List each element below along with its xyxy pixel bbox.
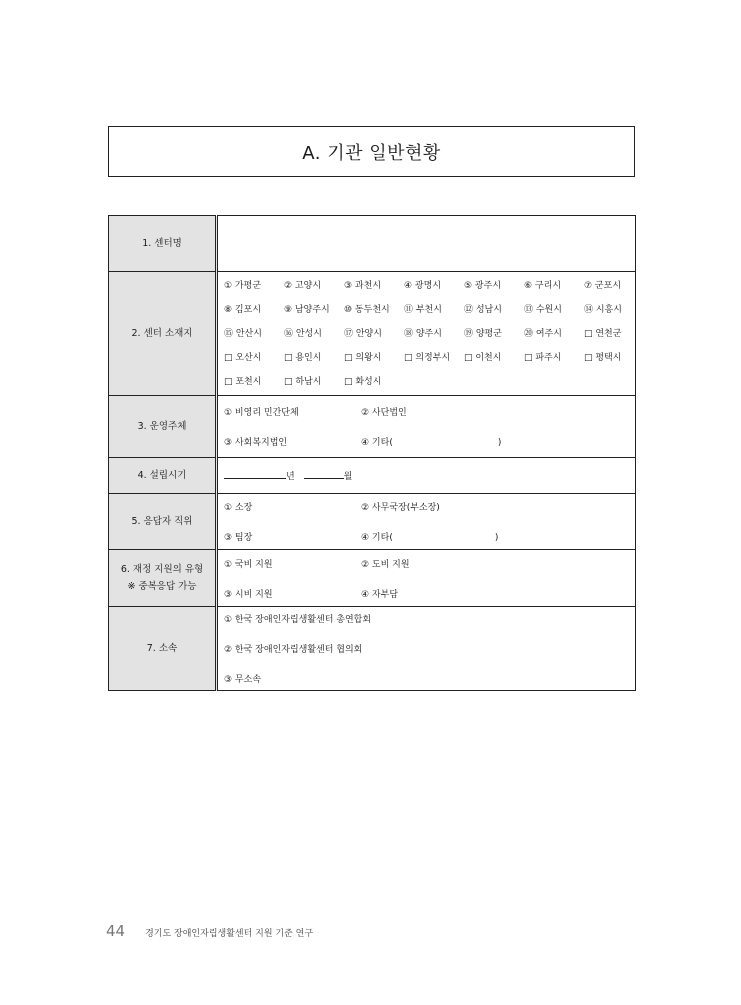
label-established: 4. 설립시기 bbox=[109, 458, 217, 494]
option-national-funding[interactable]: ① 국비 지원 bbox=[224, 559, 273, 570]
row-location bbox=[109, 272, 636, 396]
year-suffix: 년 bbox=[286, 472, 295, 482]
option-incorporated-association[interactable]: ② 사단법인 bbox=[361, 408, 407, 418]
label-respondent-position: 5. 응답자 직위 bbox=[109, 494, 217, 550]
option-social-welfare-corp[interactable]: ③ 사회복지법인 bbox=[224, 438, 288, 448]
location-option[interactable]: ⑰ 안양시 bbox=[344, 328, 382, 339]
location-option[interactable]: ⑩ 동두천시 bbox=[344, 304, 390, 315]
label-location: 2. 센터 소재지 bbox=[109, 272, 217, 396]
location-option[interactable]: ⑥ 구리시 bbox=[524, 280, 562, 291]
location-option[interactable]: ⑮ 안산시 bbox=[224, 328, 262, 339]
operator-options bbox=[217, 396, 636, 458]
location-option[interactable]: □ 평택시 bbox=[584, 352, 622, 363]
other-label: ④ 기타( bbox=[361, 533, 393, 543]
survey-form-table bbox=[108, 215, 636, 691]
option-provincial-funding[interactable]: ② 도비 지원 bbox=[361, 559, 410, 570]
location-option[interactable]: □ 포천시 bbox=[224, 376, 262, 387]
row-operator bbox=[109, 396, 636, 458]
option-federation[interactable]: ① 한국 장애인자립생활센터 총연합회 bbox=[224, 615, 372, 625]
label-funding-type bbox=[109, 550, 217, 607]
option-unaffiliated[interactable]: ③ 무소속 bbox=[224, 675, 262, 685]
location-option[interactable]: □ 의정부시 bbox=[404, 352, 451, 363]
established-field bbox=[217, 458, 636, 494]
location-option[interactable]: ⑨ 남양주시 bbox=[284, 304, 330, 315]
funding-label-note: ※ 중복응답 가능 bbox=[127, 581, 197, 592]
position-options bbox=[217, 494, 636, 550]
document-title: 경기도 장애인자립생활센터 지원 기준 연구 bbox=[145, 929, 314, 939]
option-self-funding[interactable]: ④ 자부담 bbox=[361, 589, 399, 600]
other-label: ④ 기타( bbox=[361, 438, 393, 448]
center-name-field[interactable] bbox=[217, 216, 636, 272]
row-established bbox=[109, 458, 636, 494]
label-center-name: 1. 센터명 bbox=[109, 216, 217, 272]
location-option[interactable]: □ 하남시 bbox=[284, 376, 322, 387]
location-option-grid bbox=[224, 274, 635, 394]
option-director[interactable]: ① 소장 bbox=[224, 503, 253, 513]
location-option[interactable]: □ 화성시 bbox=[344, 376, 382, 387]
row-funding-type bbox=[109, 550, 636, 607]
location-option[interactable]: ⑦ 군포시 bbox=[584, 280, 622, 291]
location-option[interactable]: ⑯ 안성시 bbox=[284, 328, 322, 339]
month-blank[interactable] bbox=[304, 470, 344, 479]
page-footer bbox=[106, 922, 313, 940]
location-option[interactable]: □ 파주시 bbox=[524, 352, 562, 363]
location-option[interactable]: ⑬ 수원시 bbox=[524, 304, 562, 315]
option-secretary-general[interactable]: ② 사무국장(부소장) bbox=[361, 503, 440, 513]
option-team-leader[interactable]: ③ 팀장 bbox=[224, 533, 253, 543]
location-options bbox=[217, 272, 636, 396]
affiliation-options bbox=[217, 607, 636, 691]
location-option[interactable]: ⑱ 양주시 bbox=[404, 328, 442, 339]
option-operator-other[interactable] bbox=[361, 435, 635, 448]
location-option[interactable]: ⑭ 시흥시 bbox=[584, 304, 622, 315]
section-title: A. 기관 일반현황 bbox=[108, 126, 635, 177]
location-option[interactable]: ⑳ 여주시 bbox=[524, 328, 562, 339]
page-number: 44 bbox=[106, 922, 126, 940]
location-option[interactable]: ⑲ 양평군 bbox=[464, 328, 502, 339]
row-respondent-position bbox=[109, 494, 636, 550]
other-close-paren: ) bbox=[497, 438, 502, 448]
location-option[interactable]: ④ 광명시 bbox=[404, 280, 442, 291]
label-affiliation: 7. 소속 bbox=[109, 607, 217, 691]
option-position-other[interactable] bbox=[361, 530, 635, 543]
year-blank[interactable] bbox=[224, 470, 286, 479]
funding-label-main: 6. 재정 지원의 유형 bbox=[120, 564, 204, 575]
location-option[interactable]: □ 오산시 bbox=[224, 352, 262, 363]
location-option[interactable]: □ 이천시 bbox=[464, 352, 502, 363]
option-council[interactable]: ② 한국 장애인자립생활센터 협의회 bbox=[224, 645, 363, 655]
option-city-funding[interactable]: ③ 시비 지원 bbox=[224, 589, 273, 600]
location-option[interactable]: ⑪ 부천시 bbox=[404, 304, 442, 315]
location-option[interactable]: □ 용인시 bbox=[284, 352, 322, 363]
location-option[interactable]: ⑧ 김포시 bbox=[224, 304, 262, 315]
location-option[interactable]: ② 고양시 bbox=[284, 280, 322, 291]
location-option[interactable]: ⑤ 광주시 bbox=[464, 280, 502, 291]
funding-options bbox=[217, 550, 636, 607]
label-operator: 3. 운영주체 bbox=[109, 396, 217, 458]
location-option[interactable]: ③ 과천시 bbox=[344, 280, 382, 291]
location-option[interactable]: □ 의왕시 bbox=[344, 352, 382, 363]
location-option[interactable]: □ 연천군 bbox=[584, 328, 622, 339]
row-center-name bbox=[109, 216, 636, 272]
other-close-paren: ) bbox=[494, 533, 499, 543]
location-option[interactable]: ⑫ 성남시 bbox=[464, 304, 502, 315]
option-nonprofit[interactable]: ① 비영리 민간단체 bbox=[224, 408, 299, 418]
row-affiliation bbox=[109, 607, 636, 691]
month-suffix: 월 bbox=[343, 472, 353, 482]
location-option[interactable]: ① 가평군 bbox=[224, 280, 262, 291]
